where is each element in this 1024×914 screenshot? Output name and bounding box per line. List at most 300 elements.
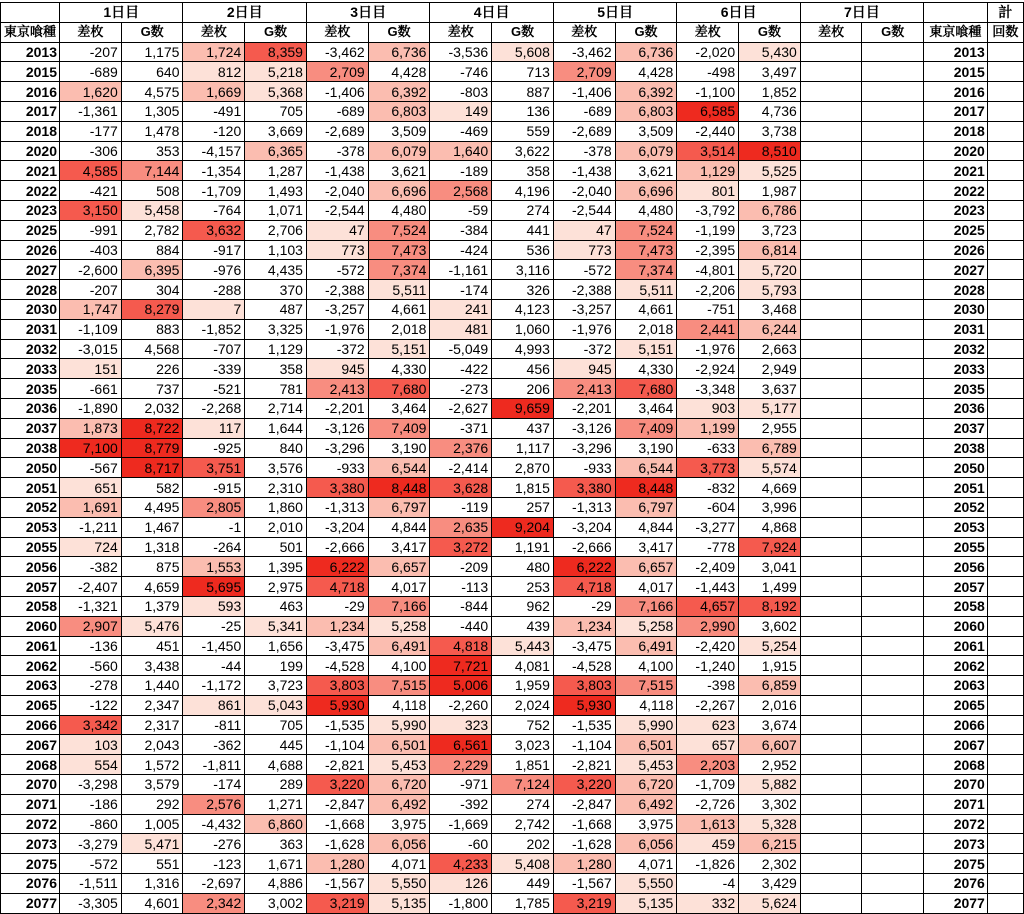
g-value: 4,196: [492, 181, 554, 201]
g-value: 5,254: [739, 636, 801, 656]
machine-number-right: 2013: [923, 42, 987, 62]
count-value: [987, 854, 1023, 874]
sai-value: 5,695: [183, 577, 245, 597]
g-value: 3,464: [615, 398, 677, 418]
machine-number: 2013: [1, 42, 60, 62]
sai-value: 2,805: [183, 497, 245, 517]
g-value: 7,374: [615, 260, 677, 280]
sai-value: -3,126: [553, 418, 615, 438]
machine-number: 2018: [1, 121, 60, 141]
empty-cell: [862, 676, 924, 696]
empty-cell: [862, 299, 924, 319]
g-value: 1,103: [245, 240, 307, 260]
g-value: 3,723: [739, 220, 801, 240]
table-row: [1, 379, 1024, 399]
machine-number: 2051: [1, 478, 60, 498]
machine-number: 2031: [1, 319, 60, 339]
count-value: [987, 141, 1023, 161]
sai-value: 2,990: [677, 616, 739, 636]
g-value: 4,495: [121, 497, 183, 517]
sai-value: 4,657: [677, 596, 739, 616]
g-value: 1,316: [121, 874, 183, 894]
empty-cell: [862, 141, 924, 161]
g-value: 3,622: [492, 141, 554, 161]
sai-value: -1,890: [60, 398, 122, 418]
machine-number-right: 2066: [923, 715, 987, 735]
empty-cell: [862, 596, 924, 616]
count-value: [987, 834, 1023, 854]
g-value: 508: [121, 181, 183, 201]
g-value: 5,525: [739, 161, 801, 181]
g-value: 8,722: [121, 418, 183, 438]
sai-value: -860: [60, 814, 122, 834]
count-value: [987, 893, 1023, 913]
g-value: 480: [492, 557, 554, 577]
g-value: 7,409: [615, 418, 677, 438]
g-value: 8,779: [121, 438, 183, 458]
machine-number: 2021: [1, 161, 60, 181]
sai-value: 481: [430, 319, 492, 339]
g-value: 6,244: [739, 319, 801, 339]
g-value: 1,005: [121, 814, 183, 834]
empty-cell: [862, 537, 924, 557]
sai-header: 差枚: [430, 22, 492, 42]
corner-blank: [1, 3, 60, 23]
machine-number-right: 2016: [923, 82, 987, 102]
empty-cell: [862, 101, 924, 121]
g-value: 4,330: [368, 359, 430, 379]
g-value: 705: [245, 715, 307, 735]
g-value: 2,975: [245, 577, 307, 597]
machine-number-right: 2022: [923, 181, 987, 201]
sai-value: -521: [183, 379, 245, 399]
g-value: 1,572: [121, 755, 183, 775]
g-value: 4,601: [121, 893, 183, 913]
machine-number: 2038: [1, 438, 60, 458]
sai-value: 149: [430, 101, 492, 121]
machine-number: 2070: [1, 775, 60, 795]
table-row: [1, 319, 1024, 339]
table-row: [1, 854, 1024, 874]
machine-header-right: 東京喰種: [923, 22, 987, 42]
sai-header: 差枚: [677, 22, 739, 42]
table-row: [1, 418, 1024, 438]
sai-value: -276: [183, 834, 245, 854]
g-value: 8,359: [245, 42, 307, 62]
sai-value: -572: [553, 260, 615, 280]
sai-value: -209: [430, 557, 492, 577]
empty-cell: [862, 794, 924, 814]
table-row: [1, 438, 1024, 458]
g-value: 3,669: [245, 121, 307, 141]
sai-value: -3,204: [553, 517, 615, 537]
empty-cell: [800, 240, 862, 260]
count-value: [987, 715, 1023, 735]
g-value: 1,379: [121, 596, 183, 616]
machine-number-right: 2056: [923, 557, 987, 577]
sai-value: -1,100: [677, 82, 739, 102]
sai-value: 5,930: [553, 695, 615, 715]
g-value: 7,524: [368, 220, 430, 240]
machine-number-right: 2027: [923, 260, 987, 280]
sai-value: -764: [183, 200, 245, 220]
sai-value: -1,826: [677, 854, 739, 874]
g-value: 2,870: [492, 458, 554, 478]
g-value: 3,464: [368, 398, 430, 418]
g-value: 7,409: [368, 418, 430, 438]
sai-value: -1,438: [553, 161, 615, 181]
machine-number: 2027: [1, 260, 60, 280]
empty-cell: [862, 200, 924, 220]
g-value: 304: [121, 280, 183, 300]
g-value: 257: [492, 497, 554, 517]
g-value: 7,924: [739, 537, 801, 557]
empty-cell: [800, 398, 862, 418]
g-value: 4,480: [368, 200, 430, 220]
sai-value: -3,015: [60, 339, 122, 359]
g-value: 4,100: [368, 656, 430, 676]
g-value: 2,032: [121, 398, 183, 418]
count-value: [987, 181, 1023, 201]
sai-value: -2,388: [553, 280, 615, 300]
g-value: 6,859: [739, 676, 801, 696]
g-value: 2,310: [245, 478, 307, 498]
empty-cell: [862, 359, 924, 379]
machine-number-right: 2015: [923, 62, 987, 82]
sai-value: 126: [430, 874, 492, 894]
sai-value: -925: [183, 438, 245, 458]
machine-number: 2057: [1, 577, 60, 597]
results-table: [0, 2, 1024, 914]
g-value: 358: [492, 161, 554, 181]
count-value: [987, 458, 1023, 478]
sai-value: 3,272: [430, 537, 492, 557]
sai-value: -917: [183, 240, 245, 260]
day-header: 1日目: [60, 3, 183, 23]
sai-value: -59: [430, 200, 492, 220]
g-value: 1,987: [739, 181, 801, 201]
sai-value: -1,361: [60, 101, 122, 121]
g-value: 5,990: [615, 715, 677, 735]
sai-value: -403: [60, 240, 122, 260]
g-value: 445: [245, 735, 307, 755]
g-value: 5,550: [615, 874, 677, 894]
sai-value: 623: [677, 715, 739, 735]
g-value: 274: [492, 200, 554, 220]
count-header: 回数: [987, 22, 1023, 42]
machine-number: 2030: [1, 299, 60, 319]
sai-value: 1,724: [183, 42, 245, 62]
g-value: 4,428: [615, 62, 677, 82]
machine-number-right: 2051: [923, 478, 987, 498]
g-value: 8,448: [368, 478, 430, 498]
empty-cell: [862, 339, 924, 359]
sai-value: 2,709: [306, 62, 368, 82]
table-row: [1, 557, 1024, 577]
empty-cell: [800, 656, 862, 676]
g-value: 2,706: [245, 220, 307, 240]
sai-value: 773: [553, 240, 615, 260]
sai-value: -689: [60, 62, 122, 82]
g-header: G数: [245, 22, 307, 42]
table-row: [1, 715, 1024, 735]
day-header: 4日目: [430, 3, 553, 23]
empty-cell: [862, 220, 924, 240]
sai-value: 1,691: [60, 497, 122, 517]
g-value: 441: [492, 220, 554, 240]
table-row: [1, 260, 1024, 280]
sai-value: 1,613: [677, 814, 739, 834]
g-value: 5,624: [739, 893, 801, 913]
sai-value: 4,818: [430, 636, 492, 656]
table-row: [1, 141, 1024, 161]
machine-number: 2036: [1, 398, 60, 418]
g-value: 4,330: [615, 359, 677, 379]
g-value: 2,347: [121, 695, 183, 715]
sai-value: -2,440: [677, 121, 739, 141]
g-value: 6,491: [368, 636, 430, 656]
g-value: 6,501: [615, 735, 677, 755]
sai-value: -2,040: [553, 181, 615, 201]
sai-value: 3,514: [677, 141, 739, 161]
sai-value: -2,260: [430, 695, 492, 715]
sai-value: -3,257: [306, 299, 368, 319]
empty-cell: [862, 260, 924, 280]
sai-value: -339: [183, 359, 245, 379]
g-value: 640: [121, 62, 183, 82]
g-value: 5,476: [121, 616, 183, 636]
g-value: 6,696: [615, 181, 677, 201]
count-value: [987, 161, 1023, 181]
machine-number-right: 2018: [923, 121, 987, 141]
g-value: 5,574: [739, 458, 801, 478]
g-value: 3,576: [245, 458, 307, 478]
g-value: 1,271: [245, 794, 307, 814]
header-row-days: [1, 3, 1024, 23]
g-value: 437: [492, 418, 554, 438]
empty-cell: [862, 735, 924, 755]
empty-cell: [862, 577, 924, 597]
machine-number-right: 2065: [923, 695, 987, 715]
g-value: 274: [492, 794, 554, 814]
sai-value: 459: [677, 834, 739, 854]
machine-number-right: 2020: [923, 141, 987, 161]
g-value: 6,814: [739, 240, 801, 260]
sai-value: -1,438: [306, 161, 368, 181]
empty-cell: [862, 240, 924, 260]
g-value: 4,844: [368, 517, 430, 537]
sai-value: -2,821: [553, 755, 615, 775]
empty-cell: [800, 537, 862, 557]
g-value: 1,318: [121, 537, 183, 557]
empty-cell: [800, 161, 862, 181]
sai-value: -811: [183, 715, 245, 735]
sai-header: 差枚: [800, 22, 862, 42]
count-value: [987, 656, 1023, 676]
empty-cell: [862, 319, 924, 339]
machine-number-right: 2052: [923, 497, 987, 517]
sai-value: -422: [430, 359, 492, 379]
empty-cell: [800, 438, 862, 458]
empty-cell: [862, 181, 924, 201]
sai-value: -567: [60, 458, 122, 478]
g-value: 5,151: [615, 339, 677, 359]
sai-value: 4,233: [430, 854, 492, 874]
sai-value: 3,220: [553, 775, 615, 795]
sai-value: -186: [60, 794, 122, 814]
sai-value: -1,709: [183, 181, 245, 201]
g-value: 7,524: [615, 220, 677, 240]
empty-cell: [800, 596, 862, 616]
g-value: 1,287: [245, 161, 307, 181]
empty-cell: [800, 636, 862, 656]
sai-value: -689: [306, 101, 368, 121]
count-value: [987, 418, 1023, 438]
g-value: 5,882: [739, 775, 801, 795]
g-value: 3,190: [368, 438, 430, 458]
empty-cell: [800, 299, 862, 319]
empty-cell: [800, 379, 862, 399]
table-row: [1, 517, 1024, 537]
g-value: 456: [492, 359, 554, 379]
empty-cell: [862, 893, 924, 913]
empty-cell: [800, 319, 862, 339]
g-value: 6,544: [368, 458, 430, 478]
sai-value: 1,234: [306, 616, 368, 636]
machine-number-right: 2033: [923, 359, 987, 379]
sai-value: -1,976: [677, 339, 739, 359]
machine-number: 2061: [1, 636, 60, 656]
count-value: [987, 497, 1023, 517]
sai-value: -3,204: [306, 517, 368, 537]
g-value: 6,789: [739, 438, 801, 458]
g-header: G数: [615, 22, 677, 42]
sai-value: 6,222: [553, 557, 615, 577]
g-value: 4,736: [739, 101, 801, 121]
g-value: 4,844: [615, 517, 677, 537]
g-value: 6,392: [368, 82, 430, 102]
sai-value: 7,721: [430, 656, 492, 676]
machine-number: 2065: [1, 695, 60, 715]
g-value: 5,258: [368, 616, 430, 636]
sai-value: -177: [60, 121, 122, 141]
sai-value: 945: [306, 359, 368, 379]
empty-cell: [800, 62, 862, 82]
sai-value: -1,354: [183, 161, 245, 181]
sai-value: -3,475: [306, 636, 368, 656]
sai-value: -2,201: [553, 398, 615, 418]
machine-number: 2076: [1, 874, 60, 894]
sai-value: 1,199: [677, 418, 739, 438]
table-row: [1, 82, 1024, 102]
sai-value: -362: [183, 735, 245, 755]
empty-cell: [800, 893, 862, 913]
table-row: [1, 814, 1024, 834]
g-value: 4,993: [492, 339, 554, 359]
g-value: 4,659: [121, 577, 183, 597]
machine-number: 2067: [1, 735, 60, 755]
g-value: 363: [245, 834, 307, 854]
machine-number: 2032: [1, 339, 60, 359]
sai-value: 1,873: [60, 418, 122, 438]
sai-value: 6,585: [677, 101, 739, 121]
g-header: G数: [492, 22, 554, 42]
sai-header: 差枚: [60, 22, 122, 42]
count-value: [987, 596, 1023, 616]
g-value: 5,550: [368, 874, 430, 894]
g-value: 9,659: [492, 398, 554, 418]
g-value: 3,602: [739, 616, 801, 636]
empty-cell: [862, 775, 924, 795]
machine-number: 2071: [1, 794, 60, 814]
sai-header: 差枚: [306, 22, 368, 42]
sai-value: -2,407: [60, 577, 122, 597]
g-value: 6,736: [615, 42, 677, 62]
empty-cell: [800, 458, 862, 478]
g-value: 4,661: [615, 299, 677, 319]
g-value: 6,492: [368, 794, 430, 814]
sai-value: -1,976: [553, 319, 615, 339]
sai-value: -440: [430, 616, 492, 636]
sai-value: -2,420: [677, 636, 739, 656]
table-row: [1, 893, 1024, 913]
g-value: 840: [245, 438, 307, 458]
g-value: 326: [492, 280, 554, 300]
table-row: [1, 121, 1024, 141]
g-value: 3,975: [368, 814, 430, 834]
g-value: 358: [245, 359, 307, 379]
sai-value: 4,585: [60, 161, 122, 181]
sai-value: -1,800: [430, 893, 492, 913]
machine-number-right: 2063: [923, 676, 987, 696]
sai-value: -1,321: [60, 596, 122, 616]
sai-value: -572: [306, 260, 368, 280]
g-value: 5,341: [245, 616, 307, 636]
sai-value: -4,801: [677, 260, 739, 280]
sai-value: -2,689: [306, 121, 368, 141]
g-value: 6,803: [615, 101, 677, 121]
g-value: 3,438: [121, 656, 183, 676]
machine-number-right: 2062: [923, 656, 987, 676]
sai-value: -3,296: [553, 438, 615, 458]
sai-value: 2,635: [430, 517, 492, 537]
g-value: 705: [245, 101, 307, 121]
sai-value: -2,020: [677, 42, 739, 62]
sai-value: 554: [60, 755, 122, 775]
g-value: 6,056: [615, 834, 677, 854]
g-value: 6,492: [615, 794, 677, 814]
sai-value: -123: [183, 854, 245, 874]
sai-value: -1,567: [306, 874, 368, 894]
sai-value: -2,627: [430, 398, 492, 418]
g-value: 2,317: [121, 715, 183, 735]
g-value: 5,608: [492, 42, 554, 62]
g-value: 6,395: [121, 260, 183, 280]
g-value: 1,129: [245, 339, 307, 359]
sai-value: -2,821: [306, 755, 368, 775]
sai-value: 6,222: [306, 557, 368, 577]
sai-value: -1,450: [183, 636, 245, 656]
g-value: 199: [245, 656, 307, 676]
g-value: 1,467: [121, 517, 183, 537]
sai-value: -1,511: [60, 874, 122, 894]
g-value: 5,458: [121, 200, 183, 220]
count-value: [987, 537, 1023, 557]
table-row: [1, 280, 1024, 300]
g-value: 5,471: [121, 834, 183, 854]
g-value: 449: [492, 874, 554, 894]
count-value: [987, 62, 1023, 82]
